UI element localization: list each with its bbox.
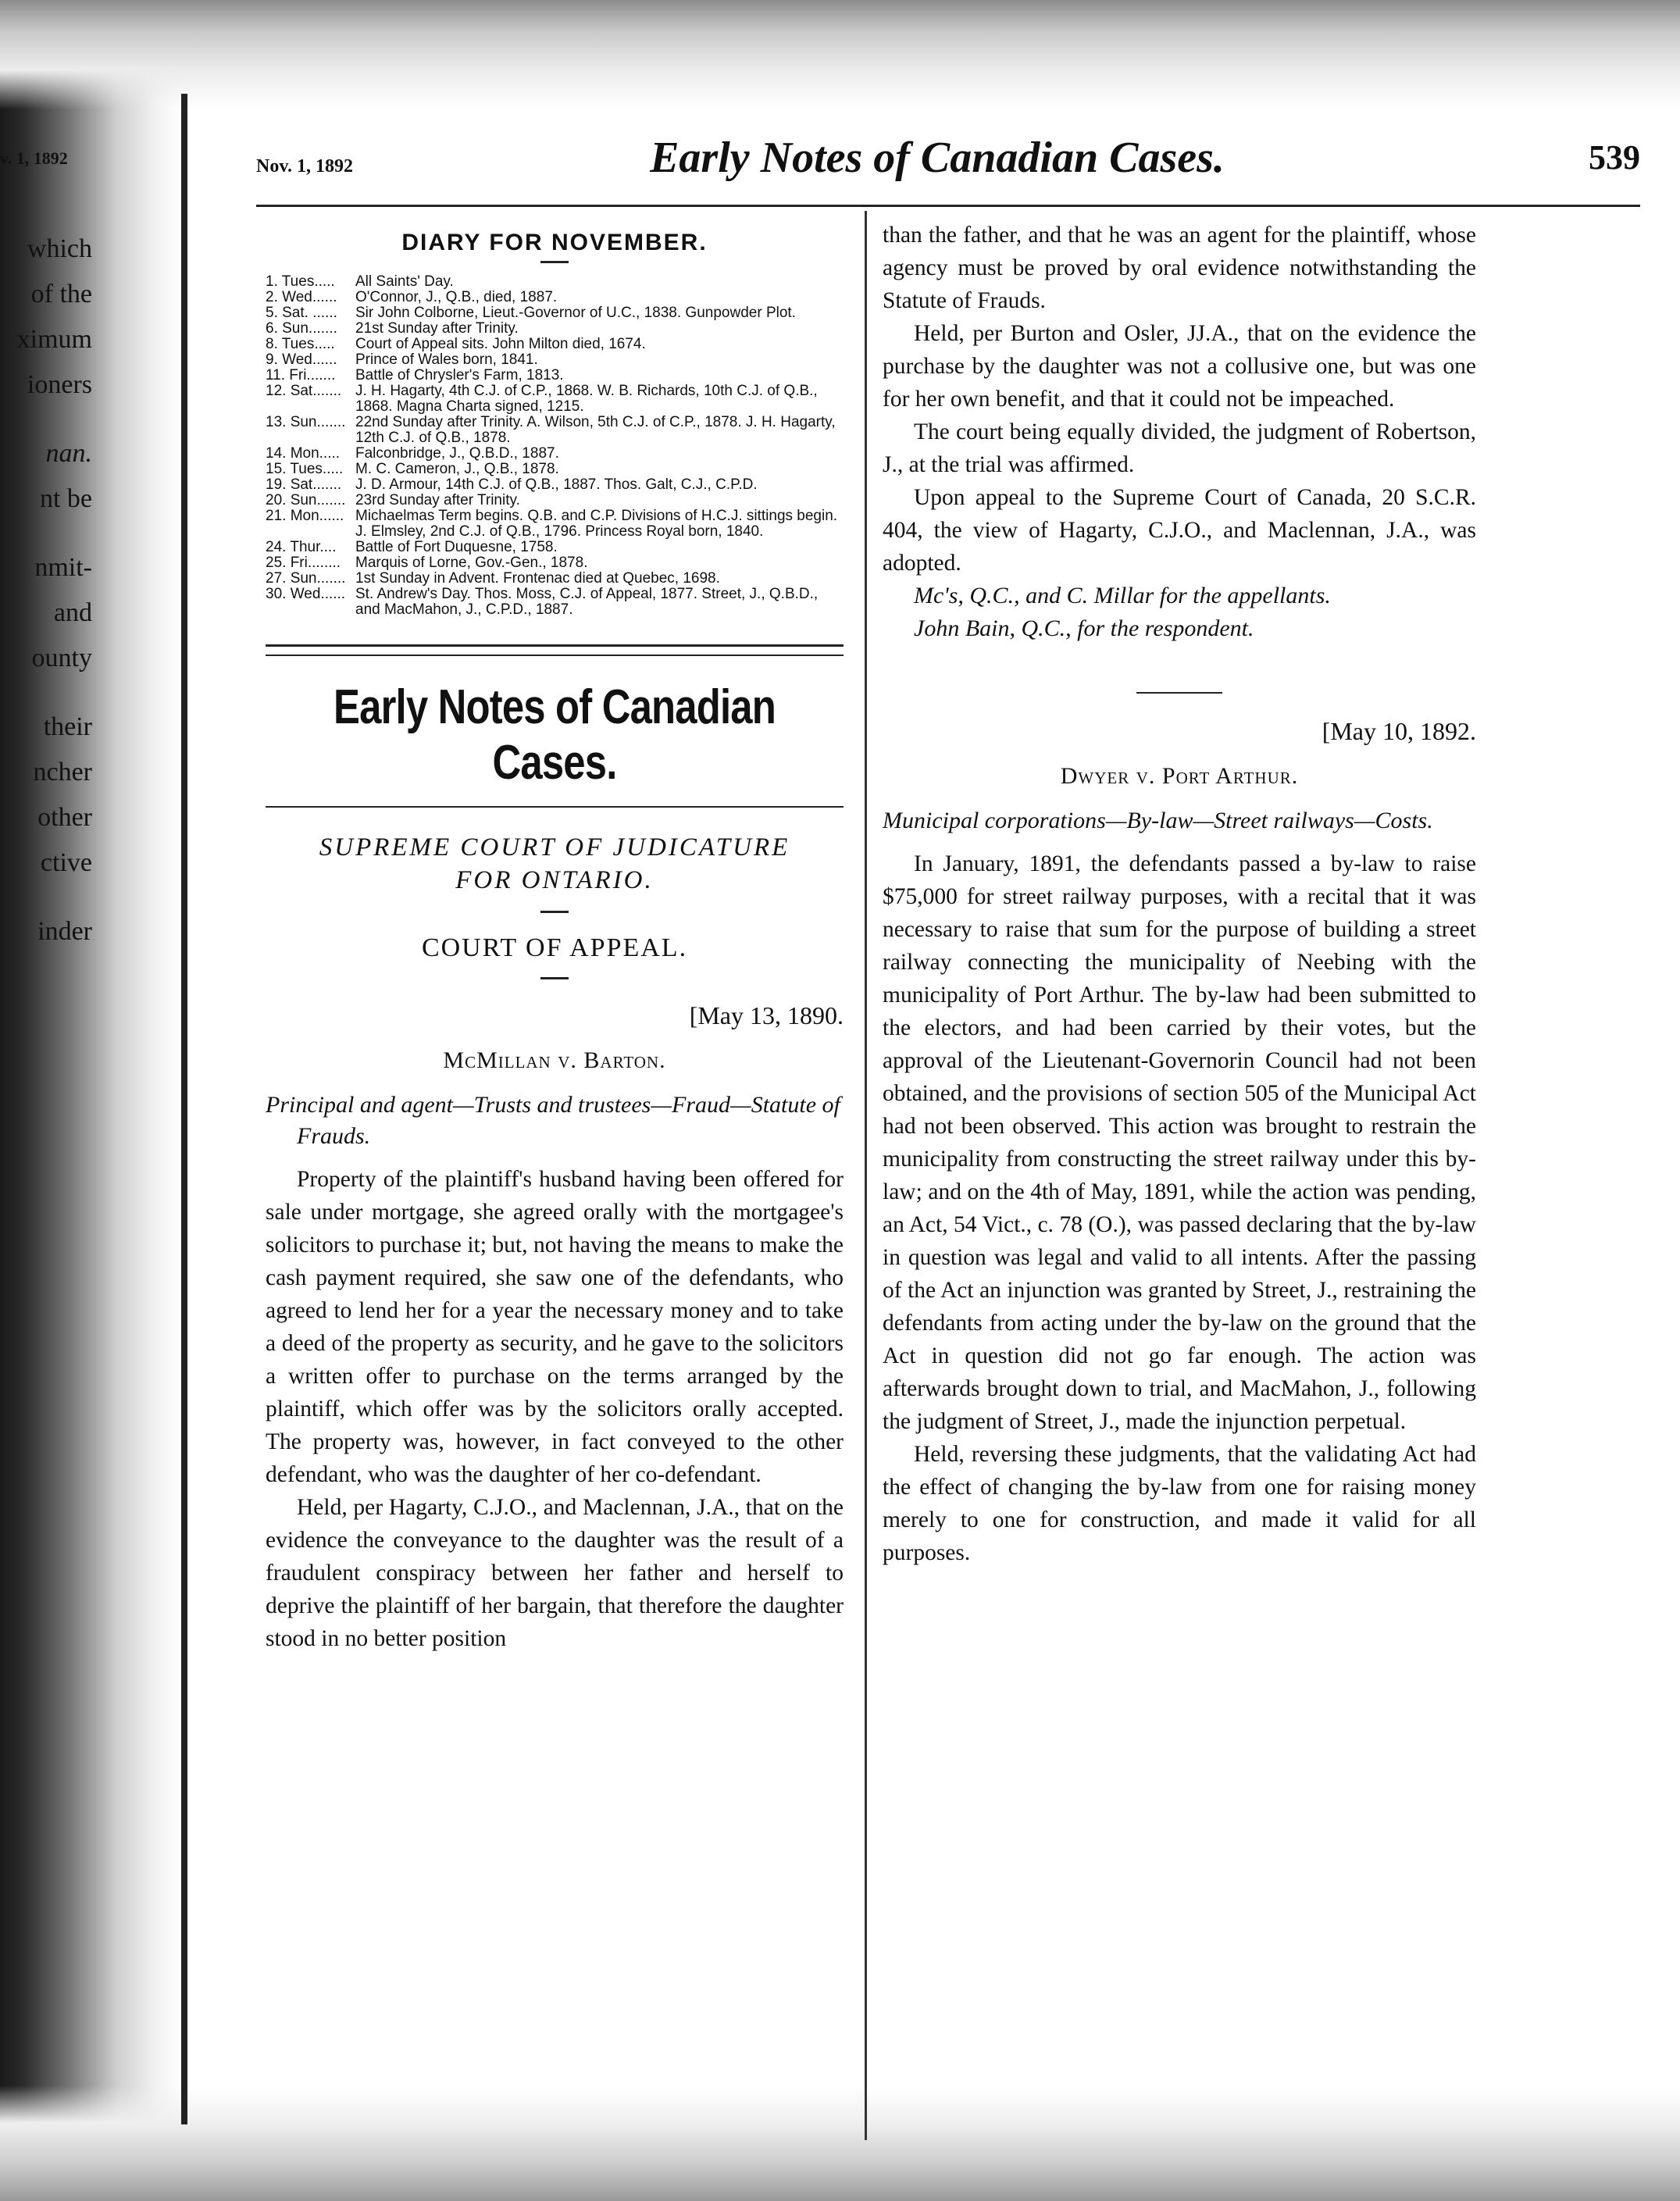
fragment-gap	[0, 408, 92, 431]
double-rule	[266, 644, 844, 656]
short-rule	[540, 977, 569, 979]
case-separator	[1136, 692, 1222, 694]
diary-day: 19. Sat.......	[266, 476, 342, 493]
diary-entry	[266, 352, 844, 368]
short-rule	[540, 911, 569, 913]
diary-event: Battle of Fort Duquesne, 1758.	[355, 539, 558, 555]
case-date: [May 10, 1892.	[1322, 717, 1476, 745]
short-rule	[540, 261, 569, 263]
diary-event: 22nd Sunday after Trinity. A. Wilson, 5th C.J. of C.P., 1878. J. H. Hagarty, 12th C.J. of Q.B., 1878.	[355, 414, 836, 446]
diary-day: 11. Fri.......	[266, 367, 336, 383]
diary-event: St. Andrew's Day. Thos. Moss, C.J. of Appeal, 1877. Street, J., Q.B.D., and MacMahon, J., C.P.D., 1887.	[355, 586, 819, 618]
fragment-line: nt be	[39, 484, 92, 513]
diary-day: 2. Wed......	[266, 289, 337, 305]
diary-day: 14. Mon.....	[266, 445, 341, 462]
diary-event: 23rd Sunday after Trinity.	[355, 492, 520, 508]
diary-event: All Saints' Day.	[355, 273, 454, 290]
court-heading-line2: FOR ONTARIO.	[455, 866, 654, 894]
case-headnote: Municipal corporations—By-law—Street railways—Costs.	[883, 808, 1433, 833]
diary-event: Sir John Colborne, Lieut.-Governor of U.C., 1838. Gunpowder Plot.	[355, 305, 796, 321]
diary-event: J. H. Hagarty, 4th C.J. of C.P., 1868. W. B. Richards, 10th C.J. of Q.B., 1868. Magna Charta signed, 1215.	[355, 383, 818, 415]
diary-day: 12. Sat.......	[266, 383, 342, 399]
fragment-gap	[0, 522, 92, 545]
case-paragraph: The court being equally divided, the judgment of Robertson, J., at the trial was affirmed.	[883, 419, 1476, 477]
diary-day: 1. Tues.....	[266, 273, 335, 290]
diary-day: 6. Sun.......	[266, 320, 337, 337]
case-title: Dwyer v. Port Arthur.	[1060, 763, 1299, 789]
fragment-line: and	[53, 598, 92, 627]
section-heading: Early Notes of Canadian Cases.	[334, 680, 776, 790]
diary-day: 13. Sun.......	[266, 414, 346, 430]
journal-page	[234, 133, 1640, 2132]
diary-entry	[266, 446, 844, 462]
diary-entry	[266, 508, 844, 540]
book-gutter	[181, 94, 187, 2124]
header-rule	[256, 205, 1640, 207]
scan-shadow-top	[0, 0, 1680, 109]
diary-event: Marquis of Lorne, Gov.-Gen., 1878.	[355, 555, 588, 571]
diary-entry	[266, 290, 844, 305]
counsel-line: Mc's, Q.C., and C. Millar for the appellants.	[914, 583, 1331, 608]
fragment-line: ounty	[31, 644, 92, 672]
diary-event: 21st Sunday after Trinity.	[355, 320, 519, 337]
diary-heading: DIARY FOR NOVEMBER.	[401, 230, 708, 255]
diary-entry	[266, 540, 844, 555]
case-headnote: Principal and agent—Trusts and trustees—Fraud—Statute of Frauds.	[266, 1092, 840, 1149]
fragment-line: ctive	[40, 848, 92, 877]
previous-page-fragment	[0, 227, 92, 954]
diary-day: 9. Wed......	[266, 351, 337, 368]
diary-entry	[266, 415, 844, 446]
diary-event: J. D. Armour, 14th C.J. of Q.B., 1887. Thos. Galt, C.J., C.P.D.	[355, 476, 758, 493]
fragment-gap	[0, 886, 92, 909]
diary-event: M. C. Cameron, J., Q.B., 1878.	[355, 461, 559, 477]
counsel-line: John Bain, Q.C., for the respondent.	[914, 615, 1254, 641]
fragment-line: nmit-	[34, 553, 92, 582]
case-paragraph: Property of the plaintiff's husband having been offered for sale under mortgage, she agreed orally with the mortgagee's solicitors to purchase it; but, not having the means to make the cash payment required, she saw one of the defendants, who agreed to lend her for a year the necessary money and to take a deed of the property as security, and he gave to the solicitors a written offer to purchase on the terms arranged by the plaintiff, which offer was by the solicitors orally accepted. The property was, however, in fact conveyed to the other defendant, who was the daughter of her co-defendant.	[266, 1167, 844, 1487]
diary-entry	[266, 462, 844, 477]
fragment-line: nan.	[45, 439, 92, 468]
fragment-line: ncher	[33, 758, 92, 787]
fragment-line: ximum	[16, 325, 92, 354]
diary-event: 1st Sunday in Advent. Frontenac died at Quebec, 1698.	[355, 570, 720, 587]
left-column	[266, 219, 844, 1655]
case-paragraph: Upon appeal to the Supreme Court of Canada, 20 S.C.R. 404, the view of Hagarty, C.J.O., and Maclennan, J.A., was adopted.	[883, 485, 1476, 576]
case-title: McMillan v. Barton.	[443, 1047, 666, 1073]
diary-day: 30. Wed......	[266, 586, 346, 602]
fragment-line: of the	[30, 280, 92, 309]
case-paragraph-continued: than the father, and that he was an agent for the plaintiff, whose agency must be proved by oral evidence notwithstanding the Statute of Frauds.	[883, 223, 1476, 313]
diary-entry	[266, 368, 844, 383]
column-divider	[865, 211, 867, 2140]
court-name: COURT OF APPEAL.	[421, 933, 688, 962]
diary-event: Falconbridge, J., Q.B.D., 1887.	[355, 445, 559, 462]
diary-list	[266, 274, 844, 618]
diary-day: 8. Tues.....	[266, 336, 335, 352]
previous-page-date: v. 1, 1892	[0, 148, 68, 168]
diary-entry	[266, 587, 844, 618]
diary-event: Prince of Wales born, 1841.	[355, 351, 538, 368]
diary-day: 25. Fri........	[266, 555, 341, 571]
right-column	[883, 219, 1476, 1569]
diary-entry	[266, 571, 844, 587]
diary-event: O'Connor, J., Q.B., died, 1887.	[355, 289, 558, 305]
diary-day: 15. Tues.....	[266, 461, 344, 477]
diary-entry	[266, 493, 844, 508]
fragment-line: ioners	[27, 370, 92, 399]
running-head-title: Early Notes of Canadian Cases.	[650, 134, 1225, 182]
fragment-line: their	[43, 712, 92, 741]
running-head-date: Nov. 1, 1892	[256, 156, 354, 177]
diary-event: Michaelmas Term begins. Q.B. and C.P. Divisions of H.C.J. sittings begin. J. Elmsley, 2nd C.J. of Q.B., 1796. Princess Royal born, 1840.	[355, 508, 838, 540]
case-paragraph: Held, per Burton and Osler, JJ.A., that on the evidence the purchase by the daughter was not a collusive one, but was one for her own benefit, and that it could not be impeached.	[883, 321, 1476, 412]
section-rule	[266, 806, 844, 808]
case-paragraph: In January, 1891, the defendants passed a by-law to raise $75,000 for street railway purposes, with a recital that it was necessary to raise that sum for the purpose of building a street railway connecting the municipality of Neebing with the municipality of Port Arthur. The by-law had been submitted to the electors, and had been carried by their votes, but the approval of the Lieutenant-Governorin Council had not been obtained, and the provisions of section 505 of the Municipal Act had not been observed. This action was brought to restrain the municipality from constructing the street railway under this by-law; and on the 4th of May, 1891, while the action was pending, an Act, 54 Vict., c. 78 (O.), was passed declaring that the by-law in question was legal and valid to all intents. After the passing of the Act an injunction was granted by Street, J., restraining the defendants from acting under the by-law on the ground that the Act in question did not go far enough. The action was afterwards brought down to trial, and MacMahon, J., following the judgment of Street, J., made the injunction perpetual.	[883, 851, 1476, 1434]
diary-day: 24. Thur....	[266, 539, 337, 555]
diary-day: 21. Mon......	[266, 508, 344, 524]
diary-day: 27. Sun.......	[266, 570, 346, 587]
diary-entry	[266, 321, 844, 337]
diary-entry	[266, 274, 844, 290]
diary-entry	[266, 305, 844, 321]
case-paragraph: Held, reversing these judgments, that the validating Act had the effect of changing the by-law from one for raising money merely to one for construction, and made it valid for all purposes.	[883, 1442, 1476, 1565]
fragment-line: which	[27, 234, 92, 263]
diary-entry	[266, 477, 844, 493]
diary-event: Court of Appeal sits. John Milton died, 1674.	[355, 336, 646, 352]
fragment-line: other	[37, 803, 92, 832]
running-head	[234, 133, 1640, 195]
diary-entry	[266, 337, 844, 352]
page-number: 539	[1589, 138, 1640, 177]
court-heading-line1: SUPREME COURT OF JUDICATURE	[319, 833, 790, 861]
diary-entry	[266, 383, 844, 415]
diary-day: 20. Sun.......	[266, 492, 346, 508]
diary-entry	[266, 555, 844, 571]
diary-day: 5. Sat. ......	[266, 305, 337, 321]
case-date: [May 13, 1890.	[689, 1001, 844, 1029]
case-paragraph: Held, per Hagarty, C.J.O., and Maclennan, J.A., that on the evidence the conveyance to the daughter was the result of a fraudulent conspiracy between her father and herself to deprive the plaintiff of her bargain, that therefore the daughter stood in no better position	[266, 1495, 844, 1651]
fragment-line: inder	[37, 917, 92, 946]
fragment-gap	[0, 681, 92, 705]
diary-event: Battle of Chrysler's Farm, 1813.	[355, 367, 564, 383]
